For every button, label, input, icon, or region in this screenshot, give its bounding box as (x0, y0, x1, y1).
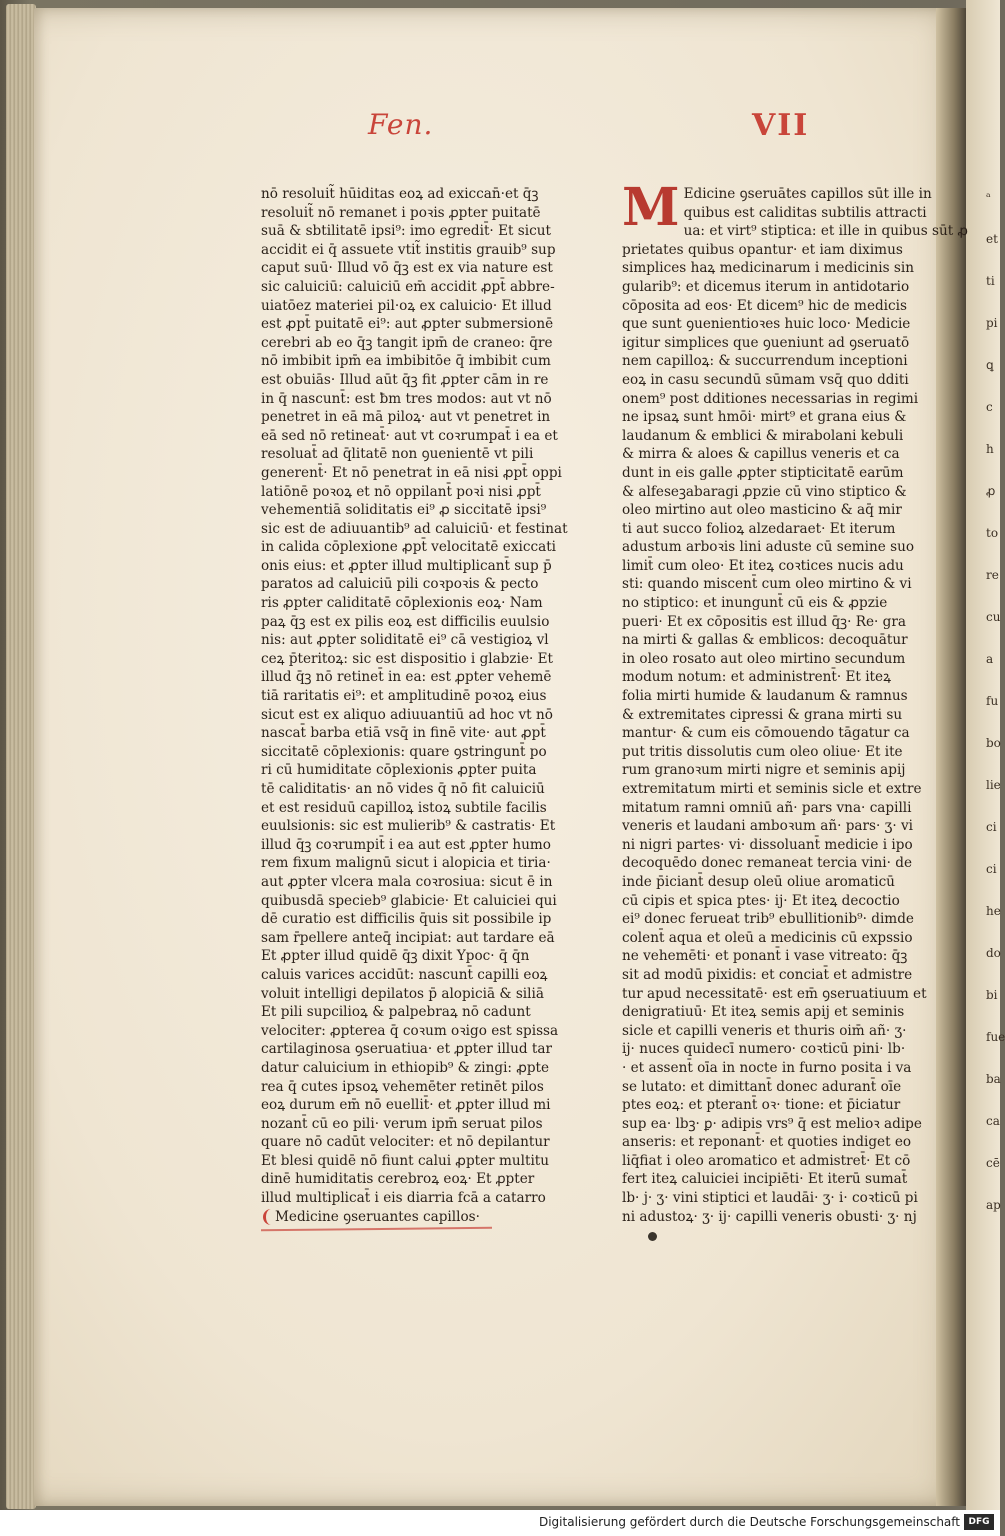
text-line: illud q̄ꝫ nō retinet̄ in ea: est ꝓpter vehemē (261, 669, 552, 686)
text-line: Et blesi quidē nō fiunt calui ꝓpter multitu (261, 1152, 550, 1169)
text-line: cū cipis et spica ptes· ij· Et iteꝝ decoctio (622, 892, 900, 909)
text-line: suā & sbtilitatē ipsi⁹: imo egredit̄· Et sicut (261, 223, 551, 240)
facing-page-fragment: ca (986, 1114, 1000, 1128)
text-line: resoluit̃ nō remanet i poꝛis ꝓpter puitatē (261, 204, 541, 221)
facing-page-fragment: ti (986, 274, 995, 288)
facing-page-fragment: pi (986, 316, 998, 330)
text-line: laudanum & emblici & mirabolani kebuli (622, 427, 904, 444)
facing-page-fragment: ci (986, 820, 997, 834)
facing-page-fragment: ap (986, 1198, 1001, 1212)
text-line: dunt in eis galle ꝓpter stipticitatē earūm (622, 464, 904, 481)
rubric-heading: Medicine ꝯseruantes capillos· (261, 1208, 484, 1229)
text-line: tur apud necessitatē· est em̄ ꝯseruatiuum et (622, 985, 927, 1002)
text-line: sic est de adiuuantib⁹ ad caluiciū· et festinat (261, 520, 568, 537)
text-line: dinē humiditatis cerebroꝝ eoꝝ· Et ꝓpter (261, 1171, 535, 1188)
text-line: et est residuū capilloꝝ istoꝝ subtile facilis (261, 799, 547, 816)
text-line: ua: et virt⁹ stiptica: et ille in quibus sūt ꝓ (683, 223, 969, 240)
text-line: caluis varices accidūt: nascunt̄ capilli eoꝝ (261, 966, 548, 983)
facing-page-fragment: et (986, 232, 998, 246)
text-line: paratos ad caluiciū pili coꝛpoꝛis & pecto (261, 576, 539, 593)
text-line: est ꝓpt̄ puitatē ei⁹: aut ꝓpter submersionē (261, 316, 554, 333)
text-line: limit̄ cum oleo· Et iteꝝ coꝛtices nucis adu (622, 557, 904, 574)
facing-page-fragment: ꝗ (986, 358, 994, 372)
facing-page-fragment: bo (986, 736, 1001, 750)
text-line: se lutato: et dimittant̄ donec adurant̄ oīe (622, 1078, 902, 1095)
text-line: penetret in eā mā piloꝝ· aut vt penetret in (261, 409, 551, 426)
text-line: eoꝝ in casu secundū sūmam vsq̄ quo dditi (622, 371, 909, 388)
text-line: dē curatio est difficilis q̄uis sit possibile ip (261, 911, 552, 928)
text-line: illud multiplicat̄ i eis diarria fcā a catarro (261, 1190, 546, 1207)
text-line: ei⁹ donec ferueat trib⁹ ebullitionib⁹· dimde (622, 911, 914, 928)
text-line: sicle et capilli veneris et thuris oim̄ añ· ʒ· (622, 1022, 907, 1039)
text-line: cōposita ad eos· Et dicem⁹ hic de medicis (622, 297, 907, 314)
text-line: gularib⁹: et dicemus iterum in antidotario (622, 278, 910, 295)
text-line: veneris et laudani amboꝛum añ· pars· ʒ· vi (622, 818, 913, 835)
facing-page-fragment: ci (986, 862, 997, 876)
facing-page-fragment: fu (986, 694, 999, 708)
facing-page-fragment: re (986, 568, 999, 582)
text-line: caput suū· Illud vō q̄ꝫ est ex via nature est (261, 260, 553, 277)
text-line: tiā raritatis ei⁹: et amplitudinē poꝛoꝝ eius (261, 688, 547, 705)
text-line: aut ꝓpter vlcera mala coꝛrosiua: sicut ē in (261, 873, 553, 890)
text-line: quare nō cadūt velociter: et nō depilantur (261, 1134, 550, 1151)
text-line: put tritis dissolutis cum oleo oliue· Et ite (622, 743, 903, 760)
text-line: ceꝝ p̄teritoꝝ: sic est dispositio i glabzie· Et (261, 650, 554, 667)
text-line: nis: aut ꝓpter soliditatē ei⁹ cā vestigioꝝ vl (261, 632, 549, 649)
left-text-column (261, 185, 591, 1226)
text-line: accidit ei q̄ assuete vtit̃ institis grauib⁹ sup (261, 241, 556, 258)
text-line: oleo mirtino aut oleo masticino & aq̄ mir (622, 502, 902, 519)
text-line: prietates quibus opantur· et iam diximus (622, 241, 903, 258)
text-line: nō resoluit̃ hūiditas eoꝝ ad exiccan̄·et q̄ꝫ (261, 186, 539, 202)
facing-page-fragment: cē (986, 1156, 1000, 1170)
text-line: sicut est ex aliquo adiuuantiū ad hoc vt nō (261, 706, 553, 723)
facing-page-fragment: bi (986, 988, 998, 1002)
text-line: fert iteꝝ caluiciei incipiēti· Et iterū sumat̄ (622, 1171, 908, 1188)
facing-page-fragment: c (986, 400, 993, 414)
text-line: rum granoꝛum mirti nigre et seminis apij (622, 762, 906, 779)
facing-page-fragment: h (986, 442, 994, 456)
facing-page-edge (966, 0, 1005, 1510)
text-line: ris ꝓpter caliditatē cōplexionis eoꝝ· Nam (261, 595, 543, 612)
text-line: latiōnē poꝛoꝝ et nō oppilant̄ poꝛi nisi ꝓpt̄ (261, 483, 541, 500)
text-line: sti: quando miscent̄ cum oleo mirtino & vi (622, 576, 912, 593)
facing-page-fragment: do (986, 946, 1001, 960)
text-line: decoquēdo donec remaneat tercia vini· de (622, 855, 913, 872)
text-line: resoluat̄ ad q̄litatē non ꝯuenientē vt pili (261, 446, 534, 463)
text-line: illud q̄ꝫ coꝛrumpit̄ i ea aut est ꝓpter humo (261, 836, 551, 853)
text-line: cerebri ab eo q̄ꝫ tangit ipm̄ de craneo: q̄re (261, 334, 553, 351)
text-line: nō imbibit ipm̄ ea imbibitōe q̄ imbibit cum (261, 353, 551, 370)
text-line: in oleo rosato aut oleo mirtino secundum (622, 650, 906, 667)
text-line: adustum arboꝛis lini aduste cū semine suo (622, 539, 915, 556)
text-line: quibusdā specieb⁹ glabicie· Et caluiciei qui (261, 892, 557, 909)
text-line: eoꝝ durum em̄ nō euellit̄· et ꝓpter illud mi (261, 1097, 551, 1114)
text-line: lb· j· ʒ· vini stiptici et laudāi· ʒ· i· coꝛticū pi (622, 1190, 918, 1207)
text-line: onem⁹ post dditiones necessarias in regimi (622, 390, 919, 407)
text-line: generent̄· Et nō penetrat in eā nisi ꝓpt̄ oppi (261, 464, 562, 481)
text-line: & extremitates cipressi & grana mirti su (622, 706, 903, 723)
text-line: que sunt ꝯuenientioꝛes huic loco· Medicie (622, 316, 911, 333)
text-line: paꝝ q̄ꝫ est ex pilis eoꝝ est difficilis euulsio (261, 613, 550, 630)
text-line: tē caliditatis· an nō vides q̄ nō fit caluiciū (261, 781, 545, 797)
text-line: Et ꝓpter illud quidē q̄ꝫ dixit Ypoc· q̄ q̄n (261, 948, 530, 965)
text-line: vehementiā soliditatis ei⁹ ꝓ siccitatē ipsi⁹ (261, 502, 547, 519)
text-line: igitur simplices que ꝯueniunt ad ꝯseruatō (622, 334, 910, 351)
text-line: ne vehemēti· et ponant̄ i vase vitreato: q̄ꝫ (622, 948, 908, 965)
text-line: ij· nuces quidecī numero· coꝛticū pini· lb· (622, 1041, 906, 1058)
text-line: Et pili supcilioꝝ & palpebraꝝ nō cadunt (261, 1004, 531, 1021)
text-line: onis eius: et ꝓpter illud multiplicant̄ sup p̄ (261, 557, 552, 574)
digitization-footer (0, 1510, 1000, 1536)
text-line: est obuiās· Illud aūt q̄ꝫ fit ꝓpter cām in re (261, 371, 549, 388)
text-line: na mirti & gallas & emblicos: decoquātur (622, 632, 908, 649)
ink-spot (648, 1232, 657, 1241)
text-line: velociter: ꝓpterea q̄ coꝛum oꝛigo est spissa (261, 1022, 559, 1039)
dfg-logo: DFG (964, 1514, 994, 1530)
text-line: modum notum: et administrent̄· Et iteꝝ (622, 669, 891, 686)
facing-page-fragment: he (986, 904, 1001, 918)
text-line: nascat̄ barba etiā vsq̄ in finē vite· aut ꝓpt̄ (261, 725, 546, 742)
facing-page-fragment: to (986, 526, 999, 540)
rubric-heading-row (261, 1208, 591, 1227)
text-line: sit ad modū pixidis: et conciat̄ et admistre (622, 966, 913, 983)
text-line: eā sed nō retineat̄· aut vt coꝛrumpat̄ i ea et (261, 427, 558, 444)
text-line: ni adustoꝝ· ʒ· ij· capilli veneris obusti· ʒ· nj (622, 1208, 917, 1225)
text-line: rem fixum malignū sicut i alopicia et tiria· (261, 855, 551, 872)
text-line: ne ipsaꝝ sunt hmōi· mirt⁹ et grana eius & (622, 409, 907, 426)
funding-notice: Digitalisierung gefördert durch die Deutsche Forschungsgemeinschaft (538, 1515, 960, 1529)
facing-page-fragment: a (986, 652, 994, 666)
running-header-right: VII (752, 108, 810, 143)
facing-page-fragment: cu (986, 610, 1001, 624)
text-line: ptes eoꝝ: et pterant̄ oꝛ· tione: et p̄iciatur (622, 1097, 901, 1114)
text-line: cartilaginosa ꝯseruatiua· et ꝓpter illud tar (261, 1041, 552, 1058)
text-line: liq̄fiat i oleo aromatico et admistret̄· Et cō (622, 1152, 911, 1169)
text-line: simplices haꝝ medicinarum i medicinis sin (622, 260, 914, 277)
text-line: nozant̄ cū eo pili· verum ipm̄ seruat pilos (261, 1115, 543, 1132)
right-text-column (622, 177, 969, 1226)
text-line: mitatum ramni omniū añ· pars vna· capilli (622, 799, 912, 816)
page-stack-edge (6, 4, 36, 1509)
facing-page-fragment: lie (986, 778, 1001, 792)
text-line: quibus est caliditas subtilis attracti (683, 204, 927, 221)
text-line: no stiptico: et inungunt̄ cū eis & ꝓpzie (622, 595, 888, 612)
text-line: voluit intelligi depilatos p̄ alopiciā & siliā (261, 985, 544, 1002)
text-line: in calida cōplexione ꝓpt̄ velocitatē exiccati (261, 539, 557, 556)
text-line: sup ea· lbꝫ· ꝑ· adipis vrs⁹ q̄ est melioꝛ adipe (622, 1115, 922, 1132)
text-line: ri cū humiditate cōplexionis ꝓpter puita (261, 762, 537, 779)
text-line: uiatōez materiei pil·oꝝ ex caluicio· Et illud (261, 297, 552, 314)
text-line: & mirra & aloes & capillus veneris et ca (622, 446, 900, 463)
facing-page-fragment: ba (986, 1072, 1001, 1086)
text-line: folia mirti humide & laudanum & ramnus (622, 688, 908, 705)
text-line: rea q̄ cutes ipsoꝝ vehemēter retinēt pilos (261, 1078, 544, 1095)
text-line: ti aut succo folioꝝ alzedaraet· Et iterum (622, 520, 896, 537)
text-line: pueri· Et ex cōpositis est illud q̄ꝫ· Re· gra (622, 613, 906, 630)
text-line: euulsionis: sic est mulierib⁹ & castratis· Et (261, 818, 556, 835)
decorated-initial: M (622, 177, 680, 238)
text-line: colent̄ aqua et oleū a medicinis cū expssio (622, 929, 913, 946)
text-line: sam r̄pellere anteq̄ incipiat: aut tardare eā (261, 929, 555, 946)
running-header-left: Fen. (368, 108, 434, 141)
text-line: sic caluiciū: caluiciū em̄ accidit ꝓpt̄ abbre- (261, 278, 555, 295)
facing-page-fragment: ᵃ (986, 190, 991, 204)
text-line: · et assent̄ oīa in nocte in furno posita i va (622, 1059, 912, 1076)
text-line: in q̄ nascunt̄: est ƀm tres modos: aut vt nō (261, 390, 552, 407)
text-line: Edicine ꝯseruātes capillos sūt ille in (683, 186, 932, 202)
text-line: mantur· & cum eis cōmouendo tāgatur ca (622, 725, 910, 742)
text-line: extremitatum mirti et seminis sicle et extre (622, 781, 922, 797)
facing-page-fragment: fue (986, 1030, 1005, 1044)
text-line: nem capilloꝝ: & succurrendum inceptioni (622, 353, 908, 370)
text-line: siccitatē cōplexionis: quare ꝯstringunt̄ po (261, 743, 547, 760)
text-line: denigratiuū· Et iteꝝ semis apij et seminis (622, 1004, 905, 1021)
text-line: datur caluicium in ethiopib⁹ & zingi: ꝓpte (261, 1059, 550, 1076)
facing-page-fragment: ꝓ (986, 484, 996, 498)
text-line: ni nigri partes· vi· dissoluant̄ medicie i ipo (622, 836, 913, 853)
text-line: inde p̄iciant̄ desup oleū oliue aromaticū (622, 873, 895, 890)
text-line: & alfeseꝫabaragi ꝓpzie cū vino stiptico & (622, 483, 907, 500)
text-line: anseris: et reponant̄· et quoties indiget eo (622, 1134, 912, 1151)
